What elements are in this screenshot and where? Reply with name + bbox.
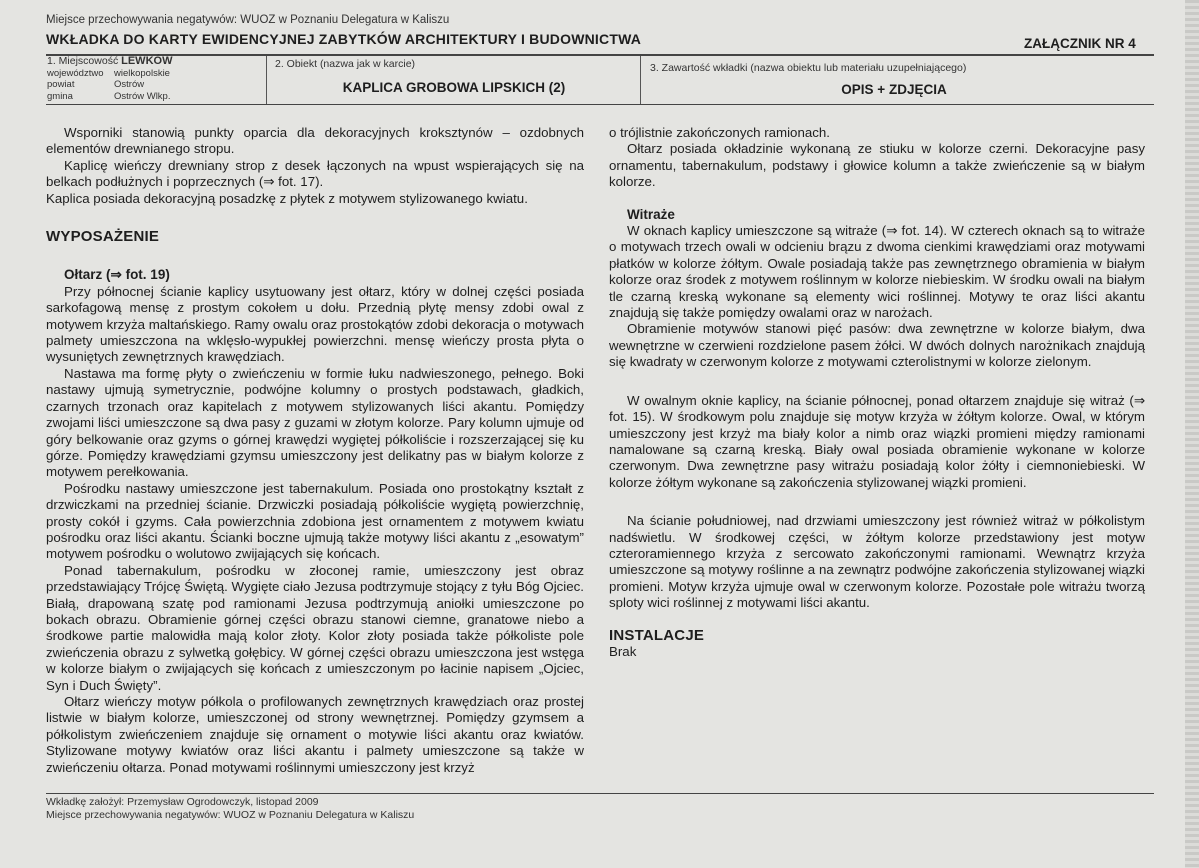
header-storage-note: Miejsce przechowywania negatywów: WUOZ w Poznaniu Delegatura w Kaliszu	[46, 14, 450, 26]
spacer	[609, 491, 1145, 513]
paragraph: o trójlistnie zakończonych ramionach.	[609, 125, 830, 140]
location-line	[47, 56, 262, 68]
location-cell	[47, 56, 262, 102]
location-row-value: wielkopolskie	[114, 67, 170, 79]
location-row-label: województwo	[47, 67, 104, 79]
contents-value: OPIS + ZDJĘCIA	[841, 82, 947, 97]
footer-storage: Miejsce przechowywania negatywów: WUOZ w Poznaniu Delegatura w Kaliszu	[46, 809, 415, 821]
spacer	[46, 207, 584, 229]
location-row-county	[47, 79, 262, 91]
spacer	[609, 191, 1145, 207]
section-heading-installations: INSTALACJE	[609, 626, 705, 644]
paragraph: Przy północnej ścianie kaplicy usytuowany jest ołtarz, który w dolnej części posiada sarkofagową mensę z prostym cokołem u dołu. Przednią płytę mensy zdobi owal z motywem krzyża maltańskiego. Ramy owalu oraz prostokątów zdobi dekoracja o motywach palmety umieszczona na wklęsło-wypukłej powierzchni. mensę wieńczy prosta płyta o wysuniętych zewnętrznych krawędziach.	[46, 283, 585, 365]
left-column	[46, 125, 584, 776]
paragraph: W oknach kaplicy umieszczone są witraże (⇒ fot. 14). W czterech oknach są to witraże o motywach trzech owali w odcieniu brązu z dwoma cienkimi krawędziami oraz motywami płatków w kolorze żółtym. Owale posiadają także pas zewnętrznego obramienia w białym kolorze oraz środek z motywem roślinnym w kolorze niebieskim. W środku owali na białym tle czarną kreską wykonane są elementy wici roślinnej. Motywy te oraz liści akantu znajdują się także pomiędzy owalami oraz w narożach.	[609, 223, 1145, 321]
object-name: KAPLICA GROBOWA LIPSKICH (2)	[342, 80, 566, 95]
info-divider-2	[640, 56, 641, 104]
info-row-rule	[46, 104, 1154, 105]
location-row-voivodeship	[47, 68, 262, 80]
paragraph: Ołtarz posiada okładzinie wykonaną ze stiuku w kolorze czerni. Dekoracyjne pasy ornamentu, tabernakulum, podstawy i głowice kolumn a także zwieńczenie są w białym kolorze.	[609, 141, 1145, 190]
scan-edge	[1185, 0, 1199, 868]
annex-number: ZAŁĄCZNIK NR 4	[1024, 36, 1136, 51]
info-divider-1	[266, 56, 267, 104]
location-label: 1. Miejscowość	[47, 55, 119, 67]
subheading-windows: Witraże	[627, 206, 675, 222]
spacer	[46, 245, 584, 267]
paragraph: Na ścianie południowej, nad drzwiami umieszczony jest również witraż w półkolistym nadświetlu. W środkowej części, w żółtym kolorze przedstawiony jest motyw czteroramiennego krzyża z sercowato zakończonymi ramionami. Wewnątrz krzyża umieszczone są motywy roślinne a na zewnątrz podwójne zakończenia stylizowanej wiązki promieni. Motyw krzyża ujmuje owal w czerwonym kolorze. Pozostałe pole witrażu tworzą sploty wici roślinnej z motywami liści akantu.	[609, 513, 1145, 611]
paragraph: Nastawa ma formę płyty o zwieńczeniu w formie łuku nadwieszonego, pełnego. Boki nastawy ujmują symetrycznie, podwójne kolumny o prostych podstawach, gładkich, czarnych trzonach oraz kapitelach z motywem stylizowanych liści akantu. Pomiędzy zwojami liści umieszczone są dwa pasy z guzami w złotym kolorze. Pary kolumn ujmuje od góry belkowanie oraz gzyms o górnej krawędzi wygiętej półkoliście i rozszerzającej się ku górze. Pomiędzy krawędziami gzymsu umieszczony jest delikatny pas w białym kolorze z motywem perełkowania.	[46, 365, 584, 480]
location-row-value: Ostrów	[114, 79, 145, 90]
right-column	[609, 125, 1145, 660]
document-title: WKŁADKA DO KARTY EWIDENCYJNEJ ZABYTKÓW ARCHITEKTURY I BUDOWNICTWA	[46, 31, 642, 47]
paragraph: Brak	[609, 643, 637, 659]
location-town: LEWKÓW	[121, 55, 173, 67]
subheading-altar: Ołtarz (⇒ fot. 19)	[64, 267, 170, 283]
paragraph: Wsporniki stanowią punkty oparcia dla dekoracyjnych kroksztynów – ozdobnych elementów drewnianego stropu.	[46, 125, 584, 157]
spacer	[609, 371, 1145, 393]
paragraph: Kaplicę wieńczy drewniany strop z desek łączonych na wpust wspierających się na belkach podłużnych i poprzecznych (⇒ fot. 17).	[46, 157, 584, 190]
footer	[46, 796, 414, 822]
paragraph: Pośrodku nastawy umieszczone jest tabernakulum. Posiada ono prostokątny kształt z drzwiczkami na przedniej ścianie. Drzwiczki posiadają półkoliście wygiętą powierzchnię, prosty cokół i gzyms. Cała powierzchnia zdobiona jest ornamentem z motywem kwiatu pośrodku oraz liści akantu. Ścianki boczne ujmują także motywy liści akantu z „esowatym” motywem pośrodku o wolutowo zwijających się końcach.	[46, 480, 584, 562]
paragraph: Kaplica posiada dekoracyjną posadzkę z płytek z motywem stylizowanego kwiatu.	[46, 190, 528, 206]
section-heading-equipment: WYPOSAŻENIE	[46, 228, 160, 246]
object-label: 2. Obiekt (nazwa jak w karcie)	[275, 58, 416, 70]
contents-label: 3. Zawartość wkładki (nazwa obiektu lub materiału uzupełniającego)	[650, 62, 967, 74]
location-row-label: powiat	[47, 79, 75, 90]
paragraph: Obramienie motywów stanowi pięć pasów: dwa zewnętrzne w kolorze białym, dwa wewnętrzne w czerwieni rozdzielone pasem żółci. W dwóch dolnych narożnikach znajdują się kwadraty w czerwonym kolorze z motywami czterolistnymi w kolorze zielonym.	[609, 321, 1145, 370]
paragraph: W owalnym oknie kaplicy, na ścianie północnej, ponad ołtarzem znajduje się witraż (⇒ fot. 15). W środkowym polu znajduje się motyw krzyża w żółtym kolorze. Owal, w którym umieszczony jest krzyż ma biały kolor a nimb oraz wiązki promieni między ramionami namalowane są czarną kreską. Biały owal posiada obramienie wykonane w kolorze czerwonym. Dwa zewnętrzne pasy witrażu posiadają kolor żółty i ciemnoniebieski. W kolorze żółtym wykonane są zakończenia stylizowanej wiązki promieni.	[609, 392, 1145, 490]
paragraph: Ołtarz wieńczy motyw półkola o profilowanych zewnętrznych krawędziach oraz prostej listwie w białym kolorze, umieszczonej od strony wewnętrznej. Pomiędzy gzymsem a półkolistym zwieńczeniem znajduje się ornament o motywie liści akantu oraz kwiatów. Stylizowane motywy kwiatów oraz liści akantu i palmety umieszczone są także w zwieńczeniu ołtarza. Ponad motywami roślinnymi umieszczony jest krzyż	[46, 694, 584, 775]
paragraph: Ponad tabernakulum, pośrodku w złoconej ramie, umieszczony jest obraz przedstawiający Trójcę Świętą. Wygięte ciało Jezusa podtrzymuje stojący z tyłu Bóg Ojciec. Białą, drapowaną szatę pod ramionami Jezusa podtrzymują aniołki umieszczone po bokach obrazu. Obramienie górnej części obrazu stanowi ciemne, granatowe niebo a środkowe partie malowidła mają kolor złoty. Kolor złoty posiada także półkoliste pole zwieńczenia obrazu z sylwetką gołębicy. W górnej części obrazu umieszczona jest wstęga w kolorze białym o zwijających się końcach z umieszczonym po łacinie napisem „Ojciec, Syn i Duch Święty”.	[46, 562, 584, 693]
footer-rule	[46, 793, 1154, 794]
location-row-label: gmina	[47, 90, 73, 102]
location-row-commune	[47, 91, 262, 103]
footer-author: Wkładkę założył: Przemysław Ogrodowczyk, listopad 2009	[46, 796, 319, 808]
spacer	[609, 612, 1145, 628]
location-row-value: Ostrów Wlkp.	[114, 90, 171, 102]
